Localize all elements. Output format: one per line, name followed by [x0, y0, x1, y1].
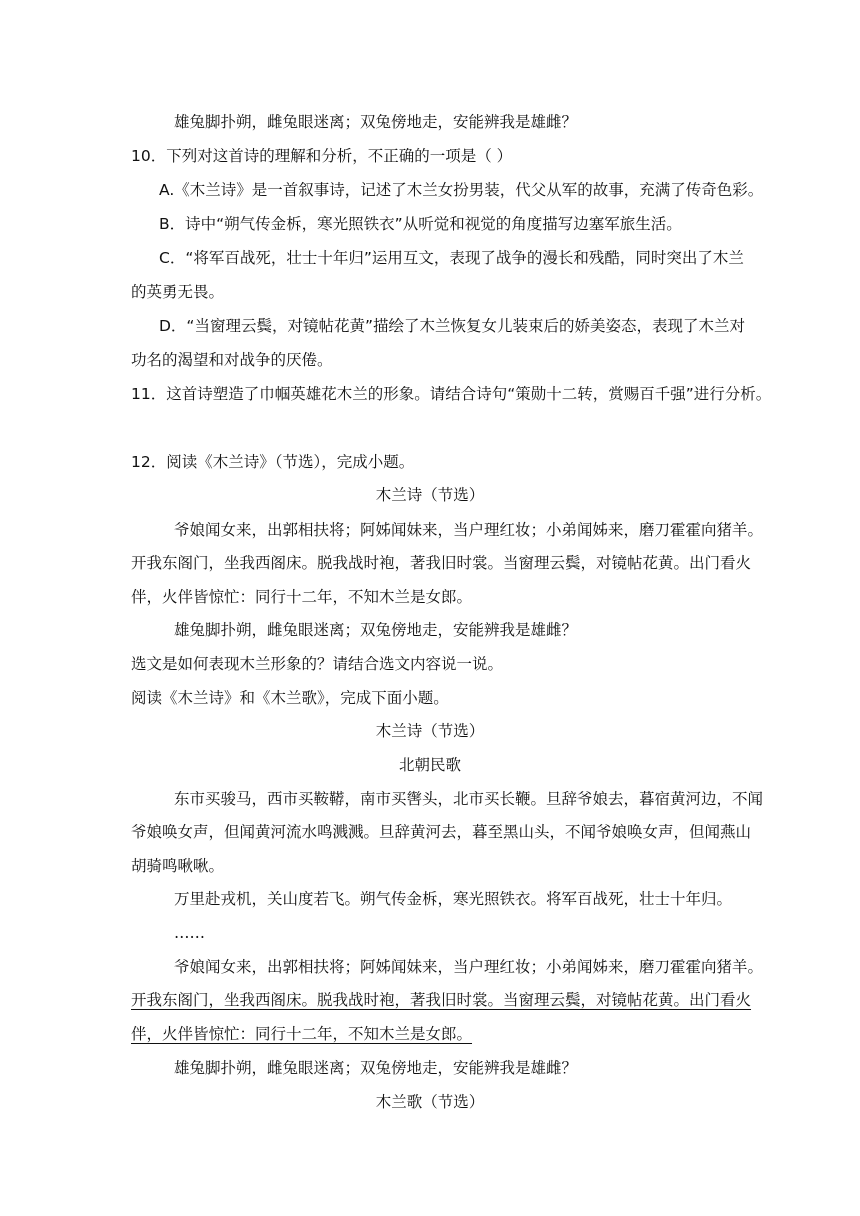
- excerpt-paragraph-1: 爷娘闻女来，出郭相扶将；阿姊闻妹来，当户理红妆；小弟闻姊来，磨刀霍霍向猪羊。: [174, 521, 764, 539]
- option-d-continued: 功名的渴望和对战争的厌倦。: [131, 351, 333, 369]
- question-11: 11．这首诗塑造了巾帼英雄花木兰的形象。请结合诗句“策勋十二转，赏赐百千强”进行分析。: [131, 385, 772, 403]
- poem-title: 木兰诗（节选）: [375, 722, 485, 740]
- option-d: D．“当窗理云鬓，对镜帖花黄”描绘了木兰恢复女儿装束后的娇美姿态，表现了木兰对: [159, 317, 745, 335]
- poem-paragraph-1: 东市买骏马，西市买鞍鞯，南市买辔头，北市买长鞭。旦辞爷娘去，暮宿黄河边，不闻: [174, 790, 764, 808]
- question-12: 12．阅读《木兰诗》（节选），完成小题。: [131, 453, 415, 471]
- poem-paragraph-1-line-3: 胡骑鸣啾啾。: [131, 857, 225, 875]
- question-12-prompt: 选文是如何表现木兰形象的？请结合选文内容说一说。: [131, 655, 504, 673]
- question-10: 10．下列对这首诗的理解和分析，不正确的一项是（ ）: [131, 147, 513, 165]
- excerpt-paragraph-1-line-2: 开我东阁门，坐我西阁床。脱我战时袍，著我旧时裳。当窗理云鬓，对镜帖花黄。出门看火: [131, 554, 752, 572]
- option-c: C．“将军百战死，壮士十年归”运用互文，表现了战争的漫长和残酷，同时突出了木兰: [159, 249, 744, 267]
- poem-ellipsis: ……: [174, 924, 205, 942]
- option-c-continued: 的英勇无畏。: [131, 283, 225, 301]
- excerpt-title: 木兰诗（节选）: [375, 486, 485, 504]
- poem-paragraph-4: 雄兔脚扑朔，雌兔眼迷离；双兔傍地走，安能辨我是雄雌？: [174, 1059, 578, 1077]
- poem-paragraph-1-line-2: 爷娘唤女声，但闻黄河流水鸣溅溅。旦辞黄河去，暮至黑山头，不闻爷娘唤女声，但闻燕山: [131, 823, 752, 841]
- reading-instruction: 阅读《木兰诗》和《木兰歌》，完成下面小题。: [131, 689, 449, 707]
- poem-author: 北朝民歌: [398, 756, 461, 774]
- excerpt-paragraph-2: 雄兔脚扑朔，雌兔眼迷离；双兔傍地走，安能辨我是雄雌？: [174, 621, 578, 639]
- second-poem-title: 木兰歌（节选）: [375, 1093, 485, 1111]
- excerpt-paragraph-1-line-3: 伴，火伴皆惊忙：同行十二年，不知木兰是女郎。: [131, 588, 473, 606]
- poem-paragraph-3: 爷娘闻女来，出郭相扶将；阿姊闻妹来，当户理红妆；小弟闻姊来，磨刀霍霍向猪羊。: [174, 958, 764, 976]
- poem-underlined-line-1: 开我东阁门，坐我西阁床。脱我战时袍，著我旧时裳。当窗理云鬓，对镜帖花黄。出门看火: [131, 991, 752, 1009]
- option-a: A.《木兰诗》是一首叙事诗，记述了木兰女扮男装，代父从军的故事，充满了传奇色彩。: [159, 181, 764, 199]
- poem-underlined-line-2: 伴，火伴皆惊忙：同行十二年，不知木兰是女郎。: [131, 1025, 473, 1043]
- poem-paragraph-2: 万里赴戎机，关山度若飞。朔气传金柝，寒光照铁衣。将军百战死，壮士十年归。: [174, 890, 733, 908]
- poem-closing-line: 雄兔脚扑朔，雌兔眼迷离；双兔傍地走，安能辨我是雄雌？: [174, 113, 578, 131]
- option-b: B．诗中“朔气传金柝，寒光照铁衣”从听觉和视觉的角度描写边塞军旅生活。: [159, 215, 682, 233]
